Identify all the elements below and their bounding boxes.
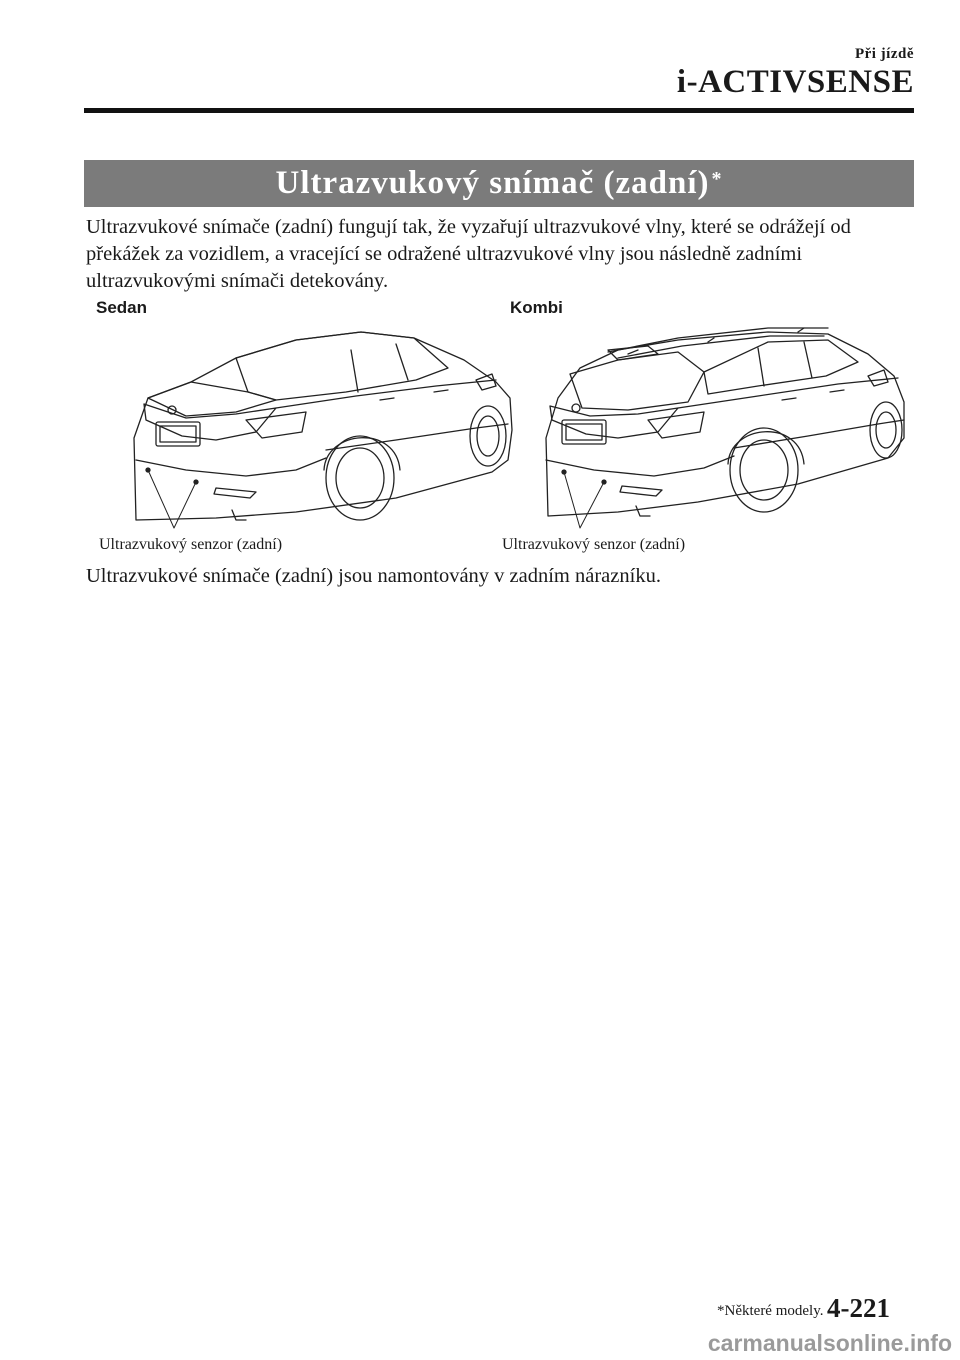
header-section: Při jízdě bbox=[854, 46, 914, 62]
header-chapter: i-ACTIVSENSE bbox=[676, 64, 914, 100]
watermark: carmanualsonline.info bbox=[707, 1330, 952, 1356]
mount-paragraph: Ultrazvukové snímače (zadní) jsou namontovány v zadním nárazníku. bbox=[86, 565, 661, 587]
sedan-illustration bbox=[96, 320, 516, 535]
banner-title: Ultrazvukový snímač (zadní) bbox=[275, 165, 710, 201]
header-rule bbox=[84, 108, 914, 113]
banner-asterisk: * bbox=[711, 168, 723, 190]
kombi-illustration bbox=[508, 320, 908, 535]
section-banner bbox=[84, 160, 914, 207]
callout-kombi-sensor: Ultrazvukový senzor (zadní) bbox=[502, 536, 686, 553]
page-number: 4-221 bbox=[827, 1293, 890, 1323]
intro-paragraph: Ultrazvukové snímače (zadní) fungují tak, že vyzařují ultrazvukové vlny, které se odrážejí od překážek za vozidlem, a vracející se odražené ultrazvukové vlny jsou následně zadními ultrazvukovými snímači detekovány. bbox=[86, 216, 851, 292]
footnote: *Některé modely. bbox=[717, 1303, 824, 1319]
callout-sedan-sensor: Ultrazvukový senzor (zadní) bbox=[99, 536, 283, 553]
figure-label-sedan: Sedan bbox=[96, 298, 148, 317]
figure-label-kombi: Kombi bbox=[510, 298, 563, 317]
